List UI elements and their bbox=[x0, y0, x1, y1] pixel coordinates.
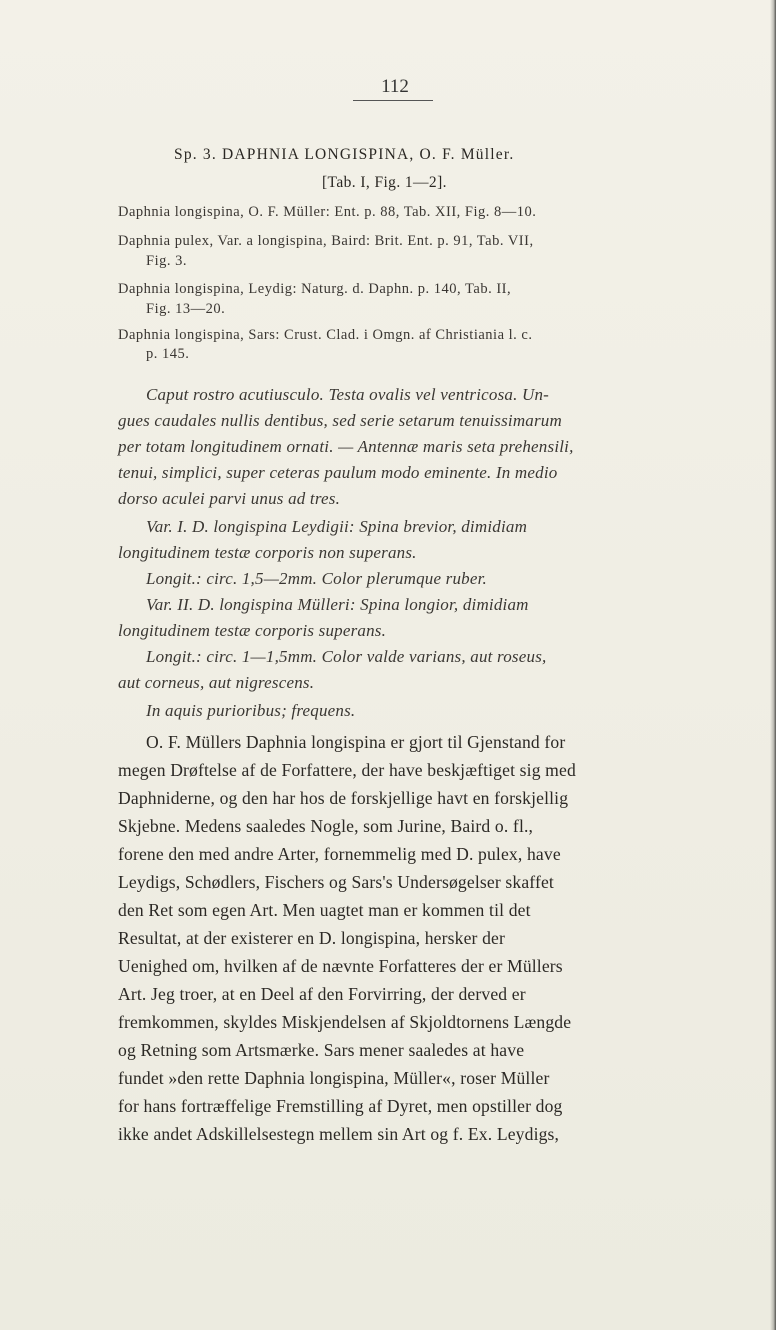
diagnosis-line: Caput rostro acutiusculo. Testa ovalis vel ventricosa. Un- bbox=[146, 385, 550, 404]
body-line: Art. Jeg troer, at en Deel af den Forvirring, der derved er bbox=[118, 984, 526, 1004]
page-edge-shadow bbox=[770, 0, 776, 1330]
body-line: fundet »den rette Daphnia longispina, Müller«, roser Müller bbox=[118, 1068, 550, 1088]
plate-reference: [Tab. I, Fig. 1—2]. bbox=[322, 174, 447, 191]
variety-line: longitudinem testæ corporis non superans. bbox=[118, 543, 417, 562]
body-line: ikke andet Adskillelsestegn mellem sin Art og f. Ex. Leydigs, bbox=[118, 1124, 560, 1144]
page-number-rule bbox=[353, 100, 433, 101]
synonym-line: Daphnia longispina, Leydig: Naturg. d. Daphn. p. 140, Tab. II, bbox=[118, 281, 512, 297]
page-number: 112 bbox=[381, 76, 409, 97]
diagnosis-line: tenui, simplici, super ceteras paulum modo eminente. In medio bbox=[118, 463, 558, 482]
synonym-line: Fig. 3. bbox=[146, 253, 187, 269]
synonym-line: Daphnia pulex, Var. a longispina, Baird: Brit. Ent. p. 91, Tab. VII, bbox=[118, 233, 534, 249]
synonym-line: Fig. 13—20. bbox=[146, 301, 226, 317]
synonym-line: Daphnia longispina, Sars: Crust. Clad. i Omgn. af Christiania l. c. bbox=[118, 327, 533, 343]
length-line: Longit.: circ. 1—1,5mm. Color valde varians, aut roseus, bbox=[146, 647, 547, 666]
body-line: Resultat, at der existerer en D. longispina, hersker der bbox=[118, 928, 506, 948]
body-line: Skjebne. Medens saaledes Nogle, som Jurine, Baird o. fl., bbox=[118, 816, 534, 836]
body-line: fremkommen, skyldes Miskjendelsen af Skjoldtornens Længde bbox=[118, 1012, 572, 1032]
diagnosis-line: per totam longitudinem ornati. — Antennæ maris seta prehensili, bbox=[118, 437, 574, 456]
color-line: aut corneus, aut nigrescens. bbox=[118, 673, 315, 692]
length-line: Longit.: circ. 1,5—2mm. Color plerumque ruber. bbox=[146, 569, 488, 588]
habitat-line: In aquis purioribus; frequens. bbox=[146, 701, 356, 720]
body-line: forene den med andre Arter, fornemmelig med D. pulex, have bbox=[118, 844, 561, 864]
synonym-line: Daphnia longispina, O. F. Müller: Ent. p. 88, Tab. XII, Fig. 8—10. bbox=[118, 204, 537, 220]
diagnosis-line: dorso aculei parvi unus ad tres. bbox=[118, 489, 341, 508]
body-line: den Ret som egen Art. Men uagtet man er kommen til det bbox=[118, 900, 531, 920]
variety-line: Var. II. D. longispina Mülleri: Spina longior, dimidiam bbox=[146, 595, 529, 614]
body-line: for hans fortræffelige Fremstilling af Dyret, men opstiller dog bbox=[118, 1096, 563, 1116]
body-line: og Retning som Artsmærke. Sars mener saaledes at have bbox=[118, 1040, 525, 1060]
body-line: Uenighed om, hvilken af de nævnte Forfatteres der er Müllers bbox=[118, 956, 563, 976]
body-line: Daphniderne, og den har hos de forskjellige havt en forskjellig bbox=[118, 788, 569, 808]
diagnosis-line: gues caudales nullis dentibus, sed serie setarum tenuissimarum bbox=[118, 411, 562, 430]
variety-line: Var. I. D. longispina Leydigii: Spina brevior, dimidiam bbox=[146, 517, 528, 536]
synonym-line: p. 145. bbox=[146, 346, 190, 362]
body-line: O. F. Müllers Daphnia longispina er gjort til Gjenstand for bbox=[146, 732, 566, 752]
body-line: megen Drøftelse af de Forfattere, der have beskjæftiget sig med bbox=[118, 760, 576, 780]
body-line: Leydigs, Schødlers, Fischers og Sars's Undersøgelser skaffet bbox=[118, 872, 554, 892]
species-heading: Sp. 3. DAPHNIA LONGISPINA, O. F. Müller. bbox=[174, 146, 515, 163]
variety-line: longitudinem testæ corporis superans. bbox=[118, 621, 387, 640]
